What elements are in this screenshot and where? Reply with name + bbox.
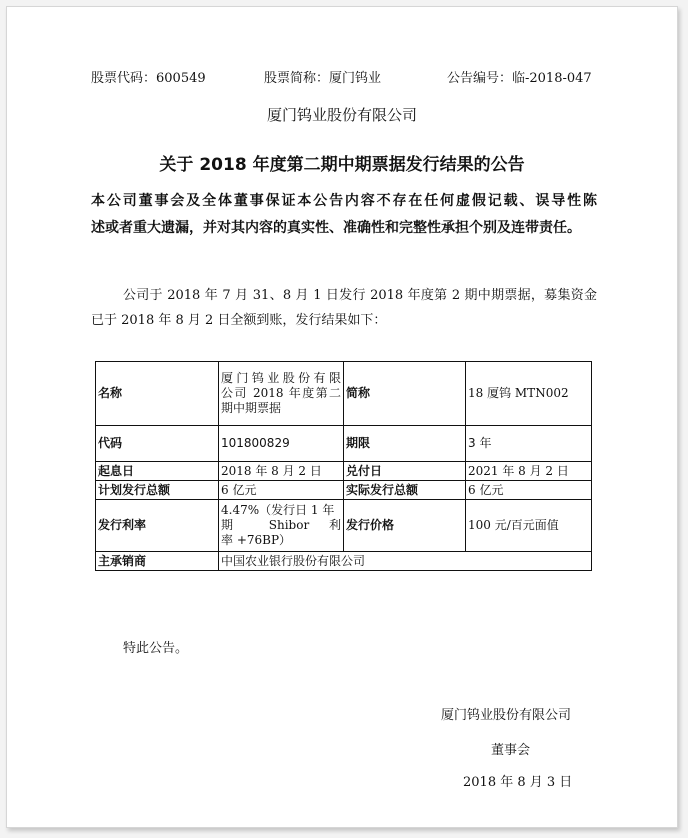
interest-rate-line-3: 率 +76BP）	[221, 533, 292, 547]
name-label: 名称	[96, 362, 219, 426]
payment-date: 2021 年 8 月 2 日	[466, 462, 592, 481]
interest-rate-line-1: 4.47%（发行日 1 年	[221, 503, 335, 517]
table-row	[96, 552, 592, 571]
short-name-label: 简称	[344, 362, 466, 426]
issue-price-label: 发行价格	[344, 500, 466, 552]
table-row	[96, 462, 592, 481]
term-label: 期限	[344, 426, 466, 462]
underwriter-label: 主承销商	[96, 552, 219, 571]
short-name-value: 18 厦钨 MTN002	[466, 362, 592, 426]
stock-name: 股票简称：厦门钨业	[264, 71, 382, 86]
body-line-2: 已于 2018 年 8 月 2 日全额到账，发行结果如下：	[91, 313, 387, 328]
signature-date: 2018 年 8 月 3 日	[463, 775, 573, 790]
declaration-line-1: 本公司董事会及全体董事保证本公告内容不存在任何虚假记载、误导性陈	[91, 193, 597, 209]
notice-number: 公告编号：临-2018-047	[447, 71, 592, 86]
planned-amount: 6 亿元	[219, 481, 344, 500]
value-date: 2018 年 8 月 2 日	[219, 462, 344, 481]
interest-rate-value	[219, 500, 344, 552]
company-name: 厦门钨业股份有限公司	[266, 106, 417, 124]
value-date-label: 起息日	[96, 462, 219, 481]
underwriter-value: 中国农业银行股份有限公司	[219, 552, 592, 571]
interest-rate-line-2: 期 Shibor 利	[221, 518, 341, 532]
issue-price: 100 元/百元面值	[466, 500, 592, 552]
table-row	[96, 426, 592, 462]
name-value	[219, 362, 344, 426]
stock-code: 股票代码：600549	[91, 71, 206, 86]
issuance-result-table	[95, 361, 592, 571]
table-row	[96, 500, 592, 552]
planned-amount-label: 计划发行总额	[96, 481, 219, 500]
actual-amount: 6 亿元	[466, 481, 592, 500]
special-notice: 特此公告。	[123, 641, 189, 656]
code-value: 101800829	[219, 426, 344, 462]
signature-company: 厦门钨业股份有限公司	[441, 708, 572, 723]
name-value-line-3: 期中期票据	[221, 401, 282, 415]
name-value-line-1: 厦门钨业股份有限	[221, 371, 341, 385]
name-value-line-2: 公司 2018 年度第二	[221, 386, 341, 400]
signature-board: 董事会	[491, 743, 531, 758]
document-page	[6, 6, 678, 828]
document-title: 关于 2018 年度第二期中期票据发行结果的公告	[159, 155, 525, 175]
table-row	[96, 362, 592, 426]
interest-rate-label: 发行利率	[96, 500, 219, 552]
code-label: 代码	[96, 426, 219, 462]
payment-date-label: 兑付日	[344, 462, 466, 481]
table-row	[96, 481, 592, 500]
body-line-1: 公司于 2018 年 7 月 31、8 月 1 日发行 2018 年度第 2 期中期票据，募集资金	[123, 288, 597, 303]
actual-amount-label: 实际发行总额	[344, 481, 466, 500]
declaration-line-2: 述或者重大遗漏，并对其内容的真实性、准确性和完整性承担个别及连带责任。	[91, 220, 581, 236]
term-value: 3 年	[466, 426, 592, 462]
